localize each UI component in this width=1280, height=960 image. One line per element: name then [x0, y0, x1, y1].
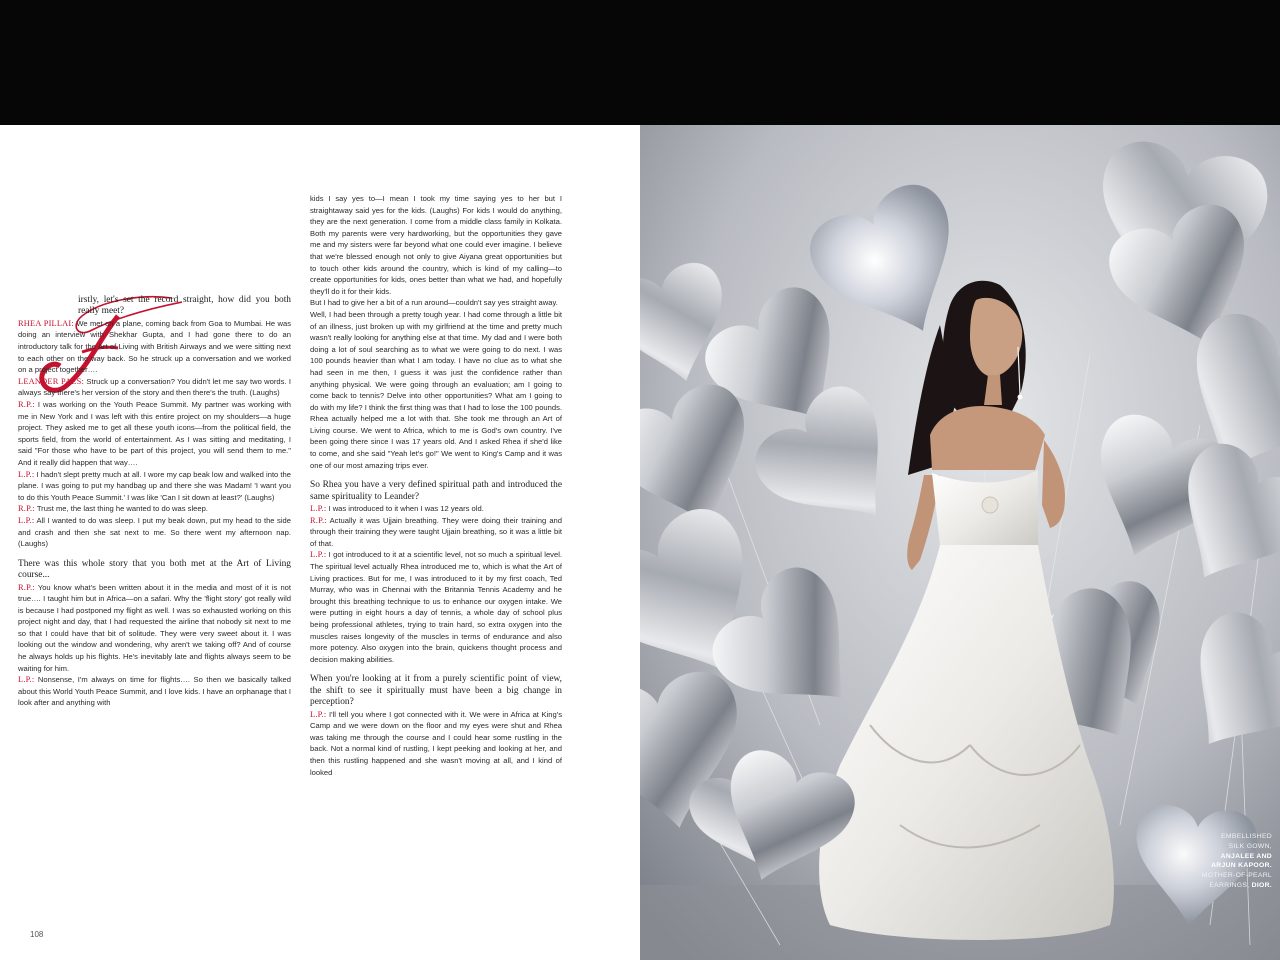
speaker-label: L.P.:	[18, 515, 35, 525]
interview-paragraph	[18, 515, 291, 550]
caption-line-2: SILK GOWN,	[1228, 842, 1272, 850]
caption-line-1: EMBELLISHED	[1221, 833, 1272, 840]
speaker-label: R.P.:	[18, 399, 35, 409]
answer-text: I got introduced to it at a scientific level, not so much a spiritual level. The spiritual level actually Rhea introduced me to, which is what the Art of Living practices. But for me, I was introduced to it by my first coach, Ted Murray, who was in Chennai with the Britannia Tennis Academy and he brought this breathing technique to us to enhance our oxygen intake. We were putting in eight hours a day of tennis, a whole day of school plus being professional athletes, trying to train hard, so extra oxygen into the muscles raises longevity of the muscles in terms of endurance and also more potency. Also oxygen into the brain, quickens thought process and decision making abilities.	[310, 550, 562, 664]
dropcap-letter: F	[22, 290, 23, 291]
speaker-label: L.P.:	[310, 709, 327, 719]
speaker-label: R.P.:	[18, 582, 35, 592]
top-black-band	[0, 0, 1280, 125]
interview-paragraph	[18, 674, 291, 709]
answer-text: I was introduced to it when I was 12 years old.	[326, 504, 484, 514]
answer-text: I hadn't slept pretty much at all. I wore my cap beak low and walked into the plane. I was going to put my handbag up and there she was Madam! 'I want you to do this Youth Peace Summit.' I was like 'Can I sit down at least?' (Laughs)	[18, 469, 291, 502]
interview-paragraph	[18, 469, 291, 504]
intro-question: irstly, let's set the record straight, how did you both really meet?	[78, 295, 291, 317]
answer-text: I was working on the Youth Peace Summit. My partner was working with me in New York and I was left with this entire project on my shoulders—a huge project. They asked me to get all these youth icons—from the political field, the sports field, from the world of entertainment. As I was sitting and meditating, I said "For those who have to be part of this project, you will send them to me." And it really did happen that way….	[18, 399, 291, 467]
interview-paragraph	[310, 297, 562, 309]
answer-text: We met on a plane, coming back from Goa to Mumbai. He was doing an interview with Shekhar Gupta, and I had gone there to do an introductory talk for the Art of Living with British Airways and we were sitting next to each other on the way back. So he struck up a conversation and we worked on a project together….	[18, 318, 291, 375]
speaker-label: L.P.:	[18, 469, 35, 479]
answer-text: Well, I had been through a pretty tough year. I had come through a little bit of an illness, just broken up with my girlfriend at the time and pretty much wasn't really looking for anything else at that time. My dad and I were both doing a lot of soul searching as to what we were going to do next. I was 100 pounds heavier than what I am today. I have no clue as to what she had seen in me then, I guess it was just the confidence rather than anything physical. We were going through an evaluation; am I going to come back to tennis? Delve into other opportunities? What am I going to do with my life? I think the first thing was that I had to lose the 100 pounds. Rhea actually helped me a lot with that. She took me through an Art of Living course. We went to Africa, which to me is God's own country. I've been going there since I was 17 years old. And I asked Rhea if she'd like to come, and she said "Yeah let's go!" We went to King's Camp and it was one of our most amazing trips ever.	[310, 309, 562, 470]
right-page	[640, 125, 1280, 960]
interview-paragraph	[18, 582, 291, 675]
page-number: 108	[30, 930, 44, 939]
interview-paragraph	[18, 399, 291, 469]
interview-paragraph	[310, 709, 562, 779]
caption-line-5: MOTHER-OF-PEARL	[1201, 872, 1272, 880]
answer-text: I'll tell you where I got connected with it. We were in Africa at King's Camp and we were down on the floor and my eyes were shut and Rhea was taking me through the course and I could hear some rustling in the back. Not a normal kind of rustling, I kept peeking and looking at her, and then this rustling happened and she wasn't moving at all, and I kind of looked	[310, 709, 562, 777]
answer-text: All I wanted to do was sleep. I put my beak down, put my head to the side and crash and then she sat next to me. So there went my afternoon nap. (Laughs)	[18, 515, 291, 549]
interview-paragraph	[18, 318, 291, 376]
caption-line-6a: EARRINGS,	[1209, 881, 1252, 889]
text-column-2	[310, 193, 562, 778]
speaker-label: RHEA PILLAI:	[18, 318, 74, 328]
answer-text: Struck up a conversation? You didn't let me say two words. I always say there's her version of the story and then there's the truth. (Laughs)	[18, 376, 292, 398]
speaker-label: L.P.:	[18, 675, 35, 685]
interview-paragraph	[310, 309, 562, 471]
interview-paragraph	[310, 515, 562, 550]
text-column-1	[18, 295, 291, 709]
caption-line-4: ARJUN KAPOOR.	[1211, 862, 1272, 870]
answer-text: Actually it was Ujjain breathing. They were doing their training and through their training they were taught Ujjain breathing, so it was a little bit of that.	[310, 515, 562, 548]
speaker-label: LEANDER PAES:	[18, 376, 85, 386]
answer-text: But I had to give her a bit of a run around—couldn't say yes straight away.	[310, 298, 558, 308]
answer-text: You know what's been written about it in the media and most of it is not true…. I taught him but in Africa—on a safari. Why the 'flight story' got really wild is because I had postponed my flight as well. I was so exhausted working on this project night and day, that I had requested the airline that nobody sit next to me so that I could have that bit of solitude. They were very sweet about it. I was looking out the window and wondering, why aren't we taking off? And of course he always holds up his flights. He's inevitably late and flights always seem to be waiting for him.	[18, 582, 291, 673]
interview-paragraph	[310, 549, 562, 665]
speaker-label: L.P.:	[310, 504, 327, 514]
left-page	[0, 125, 640, 960]
interview-paragraph	[310, 503, 562, 515]
answer-text: Trust me, the last thing he wanted to do was sleep.	[34, 504, 208, 514]
interview-paragraph	[18, 503, 291, 515]
interview-question: When you're looking at it from a purely scientific point of view, the shift to see it spiritually must have been a big change in perception?	[310, 674, 562, 708]
interview-question: There was this whole story that you both met at the Art of Living course...	[18, 558, 291, 581]
interview-paragraph	[310, 193, 562, 297]
caption-line-3: ANJALEE AND	[1220, 852, 1272, 860]
speaker-label: R.P.:	[18, 504, 35, 514]
caption-line-6b: DIOR.	[1251, 881, 1272, 889]
speaker-label: R.P.:	[310, 515, 327, 525]
photo-caption	[1160, 832, 1272, 891]
answer-text: kids I say yes to—I mean I took my time saying yes to her but I straightaway said yes for the kids. (Laughs) For kids I would do anything, they are the next generation. I come from a middle class family in Kolkata. Both my parents were very hardworking, but the opportunities they gave me and my sisters were far beyond what one could ever imagine. I believe that we're blessed enough not only to give Aiyana great opportunities but to touch other kids around the country, which is kind of my calling—to create opportunities for kids, ones better than what we had, and hopefully they'll do it for their kids.	[310, 194, 562, 296]
answer-text: Nonsense, I'm always on time for flights…. So then we basically talked about this World Youth Peace Summit, and I love kids. I have an orphanage that I look after and anything with	[18, 675, 291, 708]
interview-question: So Rhea you have a very defined spiritual path and introduced the same spirituality to Leander?	[310, 480, 562, 502]
speaker-label: L.P.:	[310, 550, 327, 560]
interview-paragraph	[18, 376, 291, 399]
